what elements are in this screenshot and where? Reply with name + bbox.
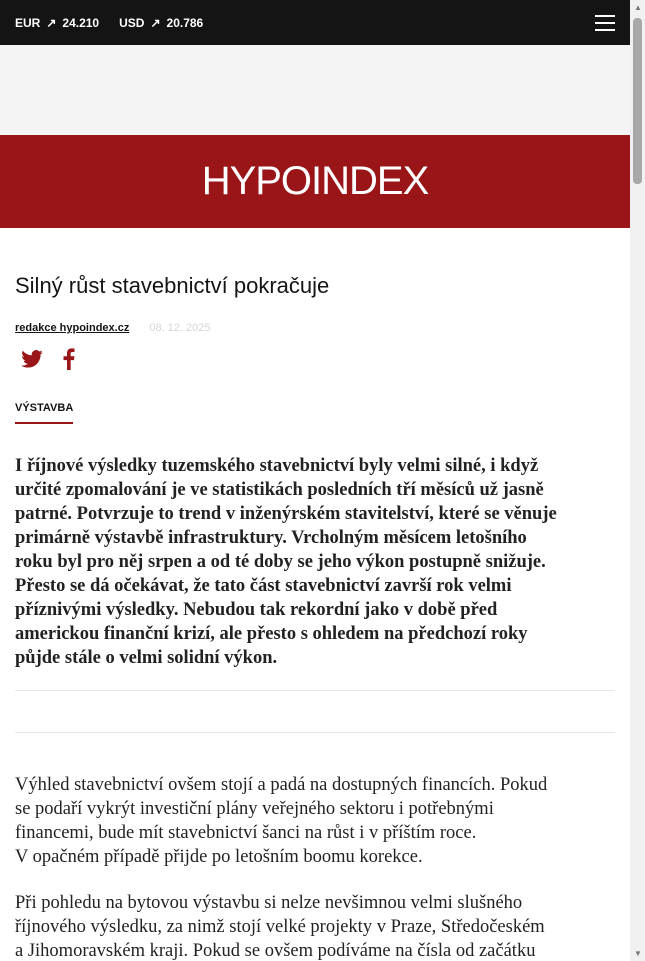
ad-space bbox=[0, 45, 630, 135]
hamburger-menu-icon[interactable] bbox=[595, 15, 615, 31]
article-paragraph: Při pohledu na bytovou výstavbu si nelze nevšimnou velmi slušného říjnového výsledku, za nimž stojí velké projekty v Praze, Středočeském a Jihomoravském kraji. Pokud se ovšem podíváme na čísla od začátku bbox=[15, 893, 545, 961]
scroll-down-icon[interactable]: ▼ bbox=[634, 949, 642, 958]
scroll-up-icon[interactable]: ▲ bbox=[634, 3, 642, 12]
divider bbox=[15, 732, 615, 733]
article-lead: I říjnové výsledky tuzemského stavebnictví byly velmi silné, i když určité zpomalování je ve statistikách posledních tří měsíců už jasně patrné. Potvrzuje to trend v inženýrském stavitelství, které se věnuje primárně výstavbě infrastruktury. Vrcholným měsícem letošního roku byl pro něj srpen a od té doby se jeho výkon postupně snižuje. Přesto se dá očekávat, že tato část stavebnictví završí rok velmi příznivými výsledky. Nebudou tak rekordní jako v době před americkou finanční krizí, ale přesto s ohledem na předchozí roky půjde stále o velmi solidní výkon. bbox=[15, 456, 557, 668]
arrow-up-right-icon: ↗ bbox=[46, 15, 57, 30]
rate-usd: USD ↗ 20.786 bbox=[119, 15, 204, 30]
divider bbox=[15, 690, 615, 691]
top-bar bbox=[0, 0, 630, 45]
author-link[interactable]: redakce hypoindex.cz bbox=[15, 322, 130, 334]
article-paragraph: Výhled stavebnictví ovšem stojí a padá na dostupných financích. Pokud se podaří vykrýt investiční plány veřejného sektoru i potřebnými financemi, bude mít stavebnictví šanci na růst i v příštím roce. V opačném případě přijde po letošním boomu korekce. bbox=[15, 775, 548, 867]
logo[interactable]: HYPOINDEX bbox=[0, 135, 630, 228]
scrollbar-thumb[interactable] bbox=[633, 18, 642, 184]
page-title: Silný růst stavebnictví pokračuje bbox=[15, 273, 330, 298]
rate-eur: EUR ↗ 24.210 bbox=[15, 15, 100, 30]
facebook-icon[interactable] bbox=[63, 348, 75, 370]
scrollbar[interactable] bbox=[630, 0, 645, 961]
publish-date: 08. 12. 2025 bbox=[149, 322, 211, 334]
category-tag[interactable]: VÝSTAVBA bbox=[15, 402, 73, 424]
twitter-icon[interactable] bbox=[21, 350, 43, 368]
arrow-up-right-icon: ↗ bbox=[150, 15, 161, 30]
